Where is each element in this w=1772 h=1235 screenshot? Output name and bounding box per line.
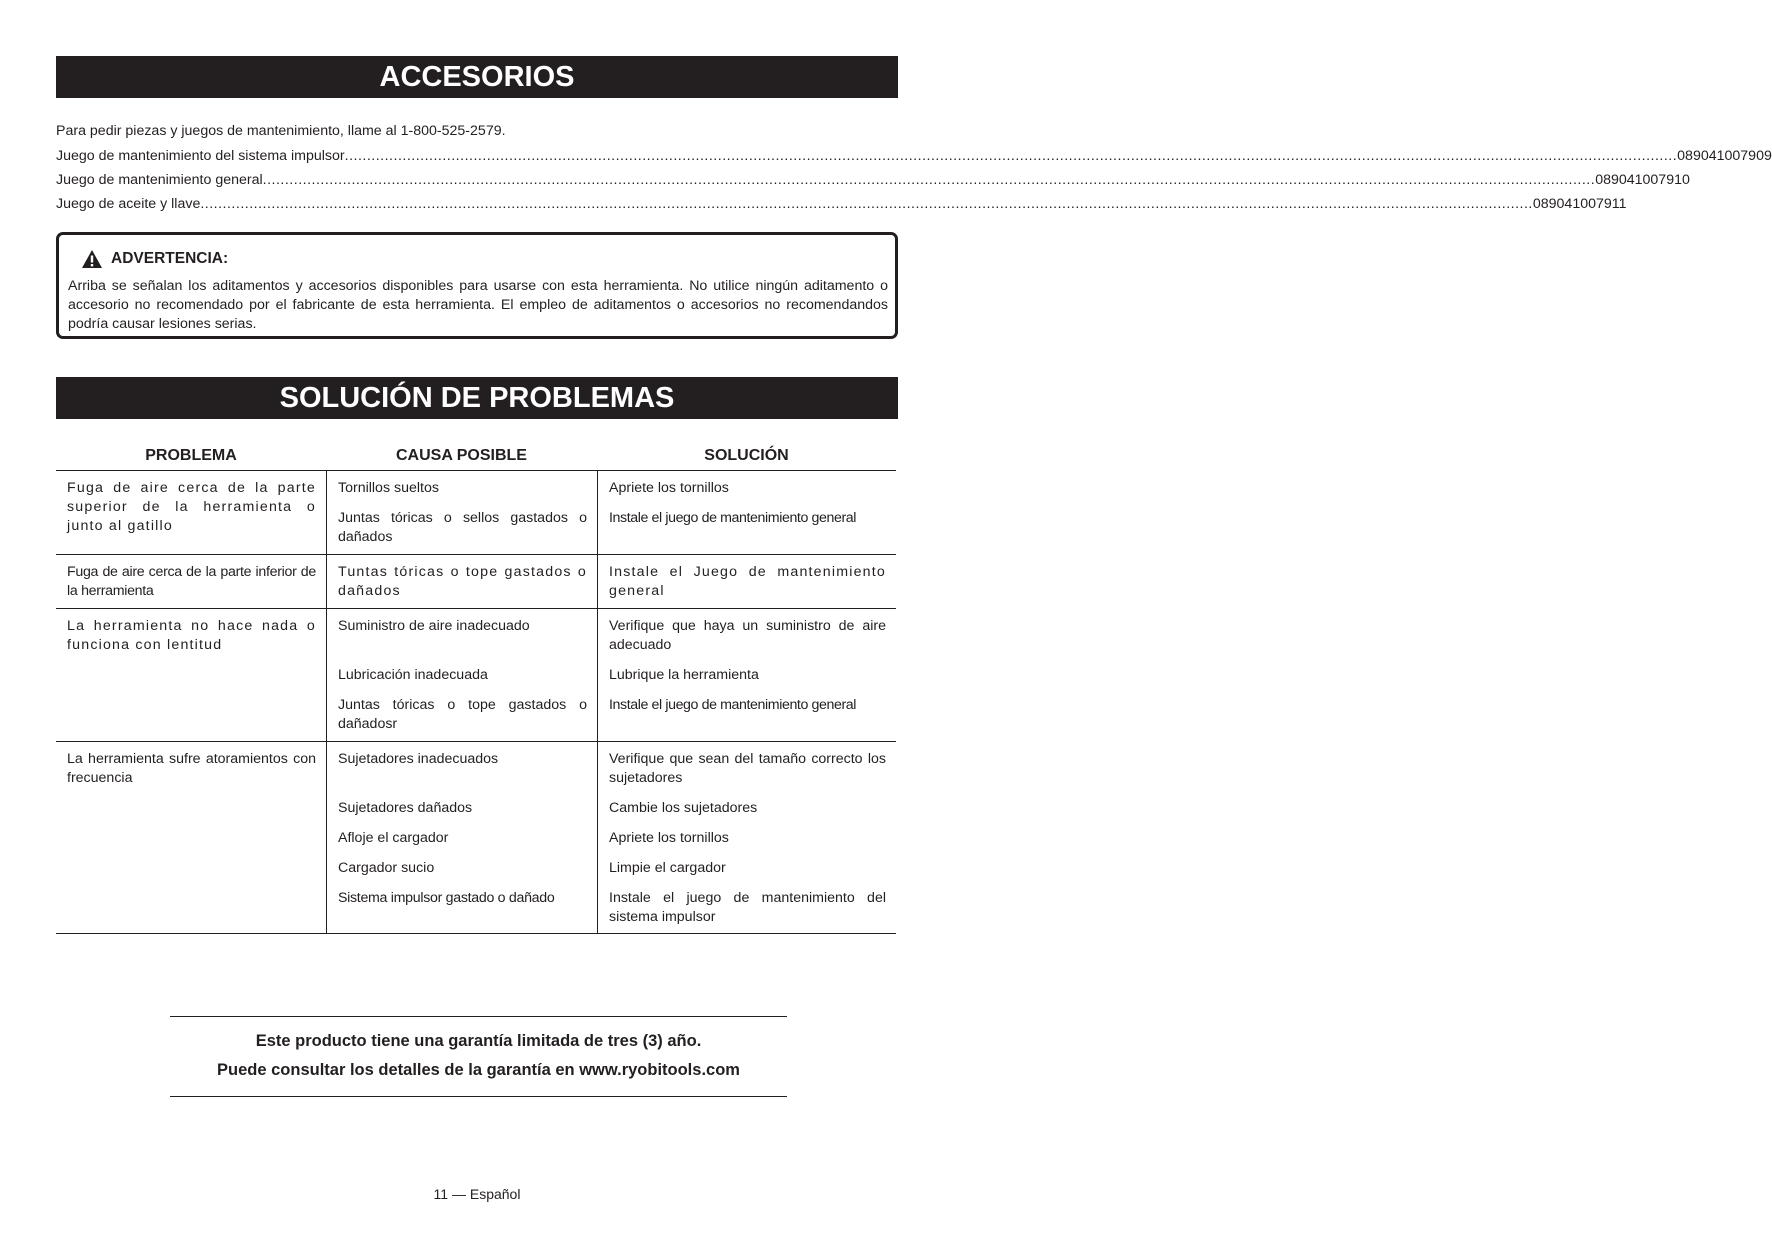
list-item <box>56 144 1772 168</box>
cause-item: Tornillos sueltos <box>338 480 439 496</box>
cause-item: Lubricación inadecuada <box>338 667 488 683</box>
problem-cell: Fuga de aire cerca de la parte inferior de la herramienta <box>56 555 327 608</box>
page-footer: 11 — Español <box>433 1186 521 1202</box>
solution-item: Lubrique la herramienta <box>609 667 759 683</box>
warning-text: Arriba se señalan los aditamentos y accesorios disponibles para usarse con esta herramienta. No utilice ningún aditamento o accesorio no recomendado por el fabricante de esta herramienta. El empleo de aditamentos o accesorios no recomendandos podría causar lesiones serias. <box>68 278 888 332</box>
solution-item: Cambie los sujetadores <box>609 800 758 816</box>
solution-cell <box>598 471 896 554</box>
solution-item: Verifique que haya un suministro de aire adecuado <box>609 618 886 653</box>
item-number: 089041007910 <box>1595 172 1690 188</box>
table-row <box>56 471 896 555</box>
cause-item: Sujetadores inadecuados <box>338 751 499 767</box>
table-header <box>56 442 896 471</box>
solution-item: Instale el juego de mantenimiento general <box>609 510 857 526</box>
solution-item: Apriete los tornillos <box>609 480 729 496</box>
dot-leader: ............................................................................................................................................................................................................................................................................................................ <box>262 172 1596 188</box>
cause-item: Afloje el cargador <box>338 830 449 846</box>
warning-header <box>81 249 228 269</box>
troubleshooting-table <box>56 442 896 934</box>
header-solucion: SOLUCIÓN <box>704 447 789 464</box>
header-problema: PROBLEMA <box>145 447 237 464</box>
cause-item: Cargador sucio <box>338 860 435 876</box>
accesorios-list <box>56 144 1772 216</box>
troubleshooting-title: SOLUCIÓN DE PROBLEMAS <box>56 377 898 419</box>
cause-item: Tuntas tóricas o tope gastados o dañados <box>338 564 587 599</box>
cause-item: Juntas tóricas o sellos gastados o dañados <box>338 510 587 545</box>
dot-leader: ............................................................................................................................................................................................................................................................................................................ <box>200 196 1533 212</box>
solution-item: Instale el juego de mantenimiento general <box>609 697 857 713</box>
item-number: 089041007911 <box>1532 196 1627 212</box>
cause-item: Sistema impulsor gastado o dañado <box>338 890 555 906</box>
item-label: Juego de mantenimiento general <box>56 172 263 188</box>
cause-cell <box>327 742 598 933</box>
solution-cell <box>598 555 896 608</box>
cause-cell <box>327 609 598 741</box>
solution-item: Instale el juego de mantenimiento del sistema impulsor <box>609 890 886 925</box>
warranty-line: Este producto tiene una garantía limitada de tres (3) año. <box>255 1032 702 1050</box>
cause-cell <box>327 555 598 608</box>
problem-cell: La herramienta sufre atoramientos con frecuencia <box>56 742 327 933</box>
header-causa: CAUSA POSIBLE <box>396 447 527 464</box>
warning-triangle-icon <box>81 249 103 269</box>
table-row <box>56 742 896 934</box>
accesorios-title: ACCESORIOS <box>56 56 898 98</box>
warranty-box <box>170 1016 787 1097</box>
solution-item: Limpie el cargador <box>609 860 726 876</box>
problem-cell: Fuga de aire cerca de la parte superior de la herramienta o junto al gatillo <box>56 471 327 554</box>
item-label: Juego de mantenimiento del sistema impulsor <box>56 148 345 164</box>
solution-cell <box>598 742 896 933</box>
item-number: 089041007909 <box>1677 148 1772 164</box>
solution-item: Verifique que sean del tamaño correcto los sujetadores <box>609 751 886 786</box>
cause-item: Sujetadores dañados <box>338 800 473 816</box>
list-item <box>56 168 1690 192</box>
table-row <box>56 609 896 742</box>
solution-cell <box>598 609 896 741</box>
table-row <box>56 555 896 609</box>
dot-leader: ............................................................................................................................................................................................................................................................................................................ <box>344 148 1678 164</box>
warning-box <box>56 232 898 339</box>
cause-item: Suministro de aire inadecuado <box>338 618 530 634</box>
warning-title: ADVERTENCIA: <box>111 250 229 267</box>
solution-item: Apriete los tornillos <box>609 830 729 846</box>
solution-item: Instale el Juego de mantenimiento general <box>609 564 886 599</box>
cause-cell <box>327 471 598 554</box>
problem-cell: La herramienta no hace nada o funciona con lentitud <box>56 609 327 741</box>
warranty-line: Puede consultar los detalles de la garantía en www.ryobitools.com <box>217 1061 740 1079</box>
accesorios-intro: Para pedir piezas y juegos de mantenimiento, llame al 1-800-525-2579. <box>56 123 506 139</box>
item-label: Juego de aceite y llave <box>56 196 201 212</box>
list-item <box>56 192 1627 216</box>
cause-item: Juntas tóricas o tope gastados o dañadosr <box>338 697 587 732</box>
